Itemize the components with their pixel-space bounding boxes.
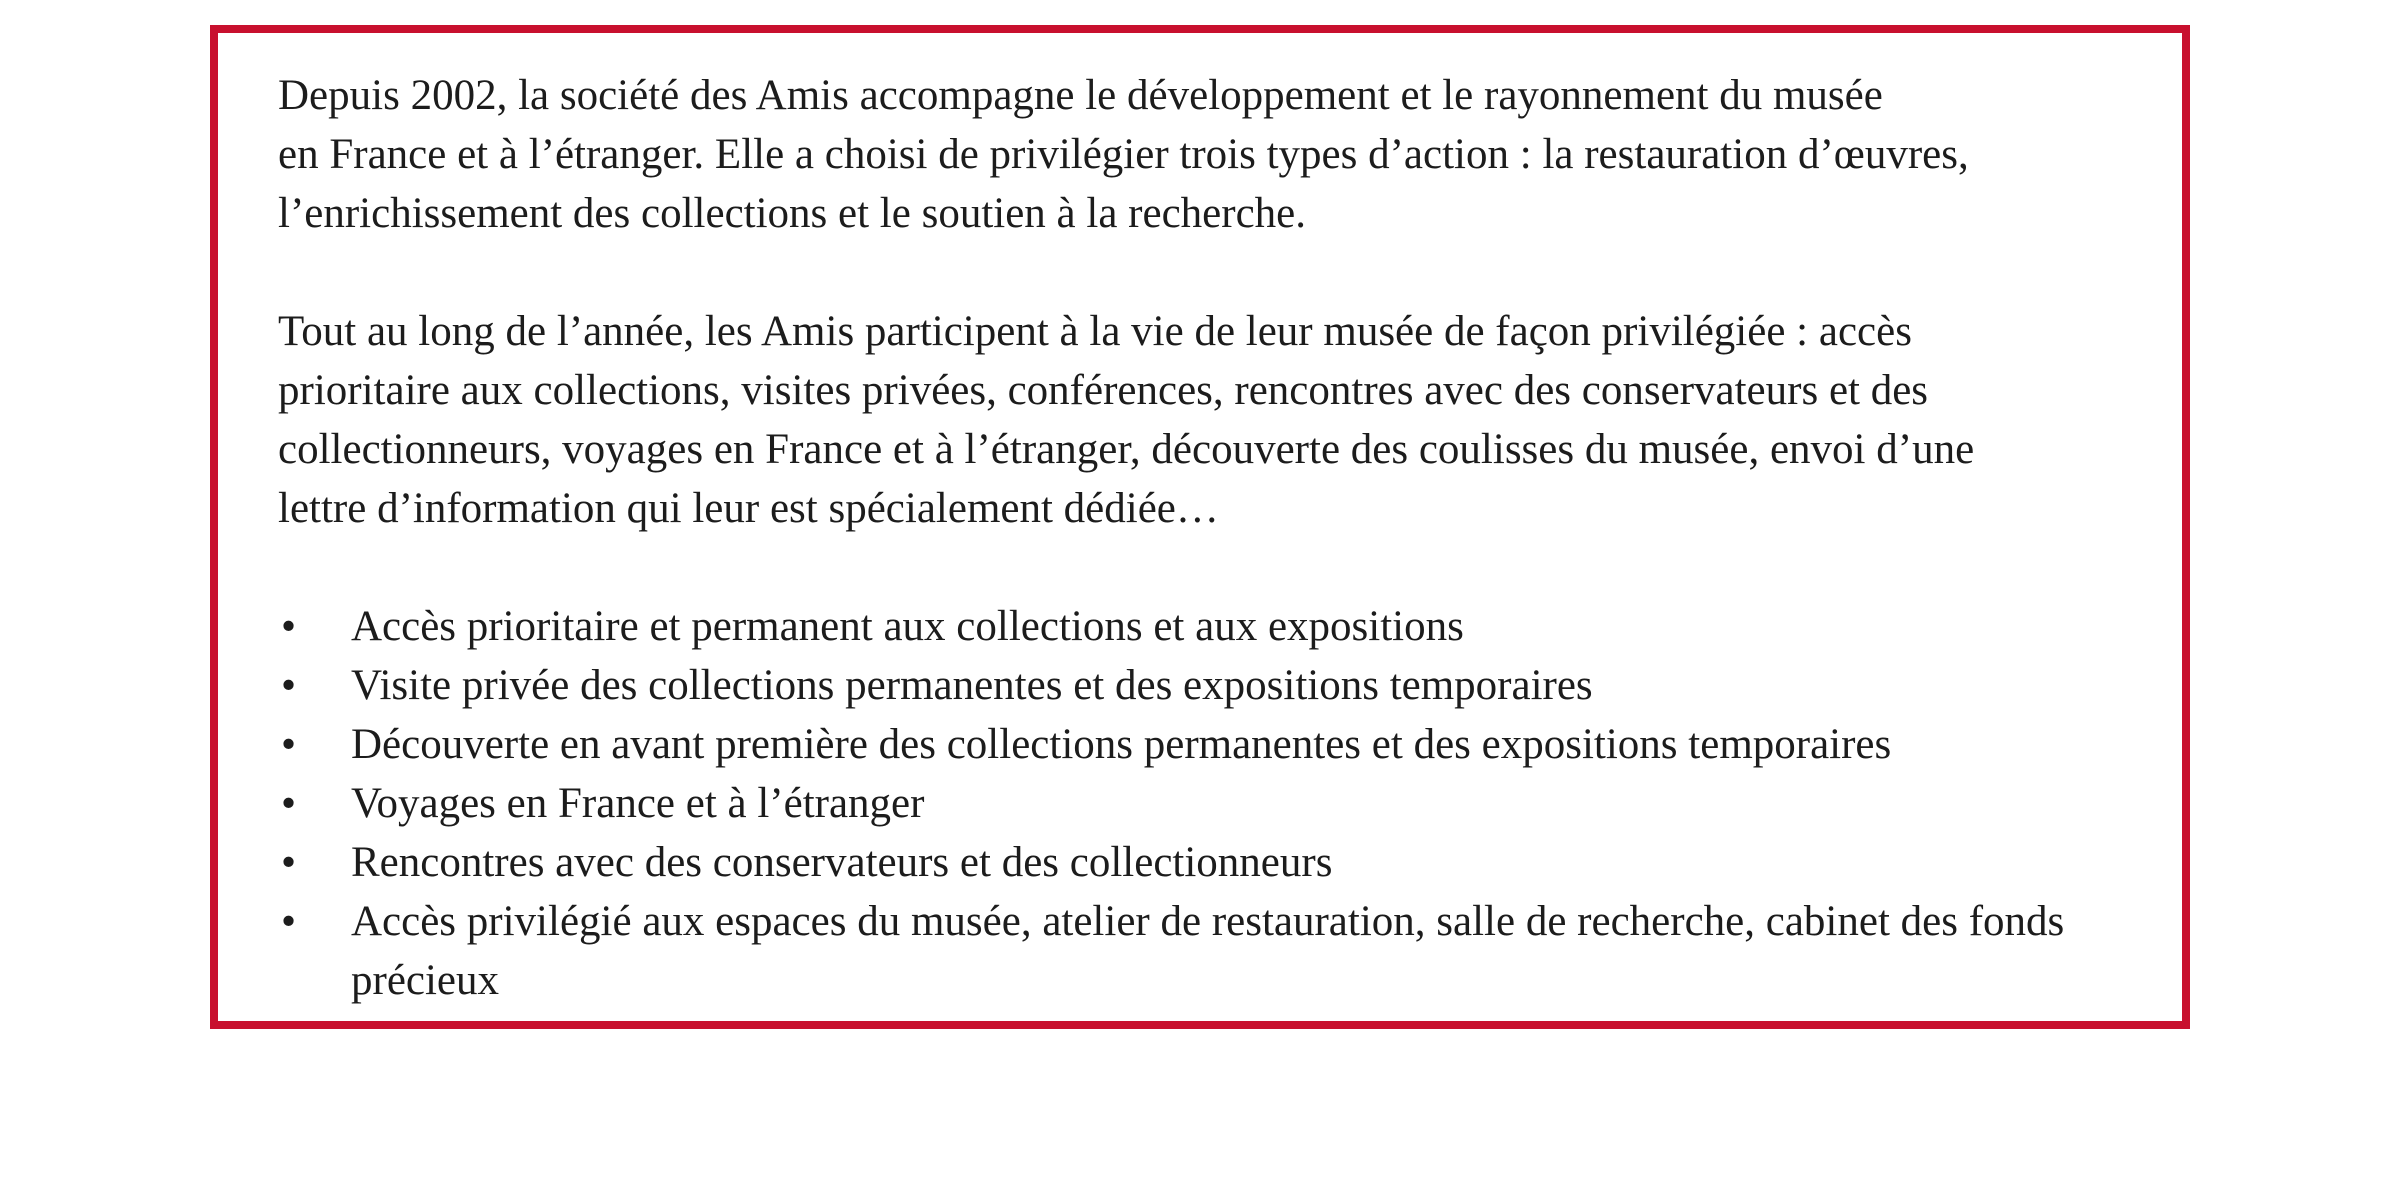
bullet-icon: • [281, 603, 297, 650]
list-item [278, 774, 2158, 833]
list-item-text: Découverte en avant première des collections permanentes et des expositions temporaires [351, 721, 1892, 768]
content-frame [210, 25, 2190, 1029]
bullet-icon: • [281, 662, 297, 709]
list-item-text: Accès prioritaire et permanent aux collections et aux expositions [351, 603, 1464, 650]
document-body [278, 66, 2158, 1010]
list-item [278, 597, 2158, 656]
activities-paragraph: Tout au long de l’année, les Amis participent à la vie de leur musée de façon privilégiée : accès prioritaire aux collections, visites privées, conférences, rencontres avec des conservateurs et des collectionneurs, voyages en France et à l’étranger, découverte des coulisses du musée, envoi d’une lettre d’information qui leur est spécialement dédiée… [278, 308, 1975, 532]
list-item [278, 715, 2158, 774]
list-item [278, 833, 2158, 892]
list-item [278, 656, 2158, 715]
list-item-text: Voyages en France et à l’étranger [351, 780, 925, 827]
bullet-icon: • [281, 839, 297, 886]
list-item-text: Visite privée des collections permanentes et des expositions temporaires [351, 662, 1593, 709]
list-item-text: Rencontres avec des conservateurs et des collectionneurs [351, 839, 1333, 886]
bullet-icon: • [281, 898, 297, 945]
bullet-icon: • [281, 721, 297, 768]
bullet-icon: • [281, 780, 297, 827]
benefits-list [278, 597, 2158, 1010]
intro-paragraph: Depuis 2002, la société des Amis accompagne le développement et le rayonnement du musée en France et à l’étranger. Elle a choisi de privilégier trois types d’action : la restauration d’œuvres, l’enrichissement des collections et le soutien à la recherche. [278, 72, 1969, 237]
list-item [278, 892, 2158, 1010]
list-item-text: Accès privilégié aux espaces du musée, atelier de restauration, salle de recherche, cabinet des fonds précieux [351, 898, 2065, 1004]
